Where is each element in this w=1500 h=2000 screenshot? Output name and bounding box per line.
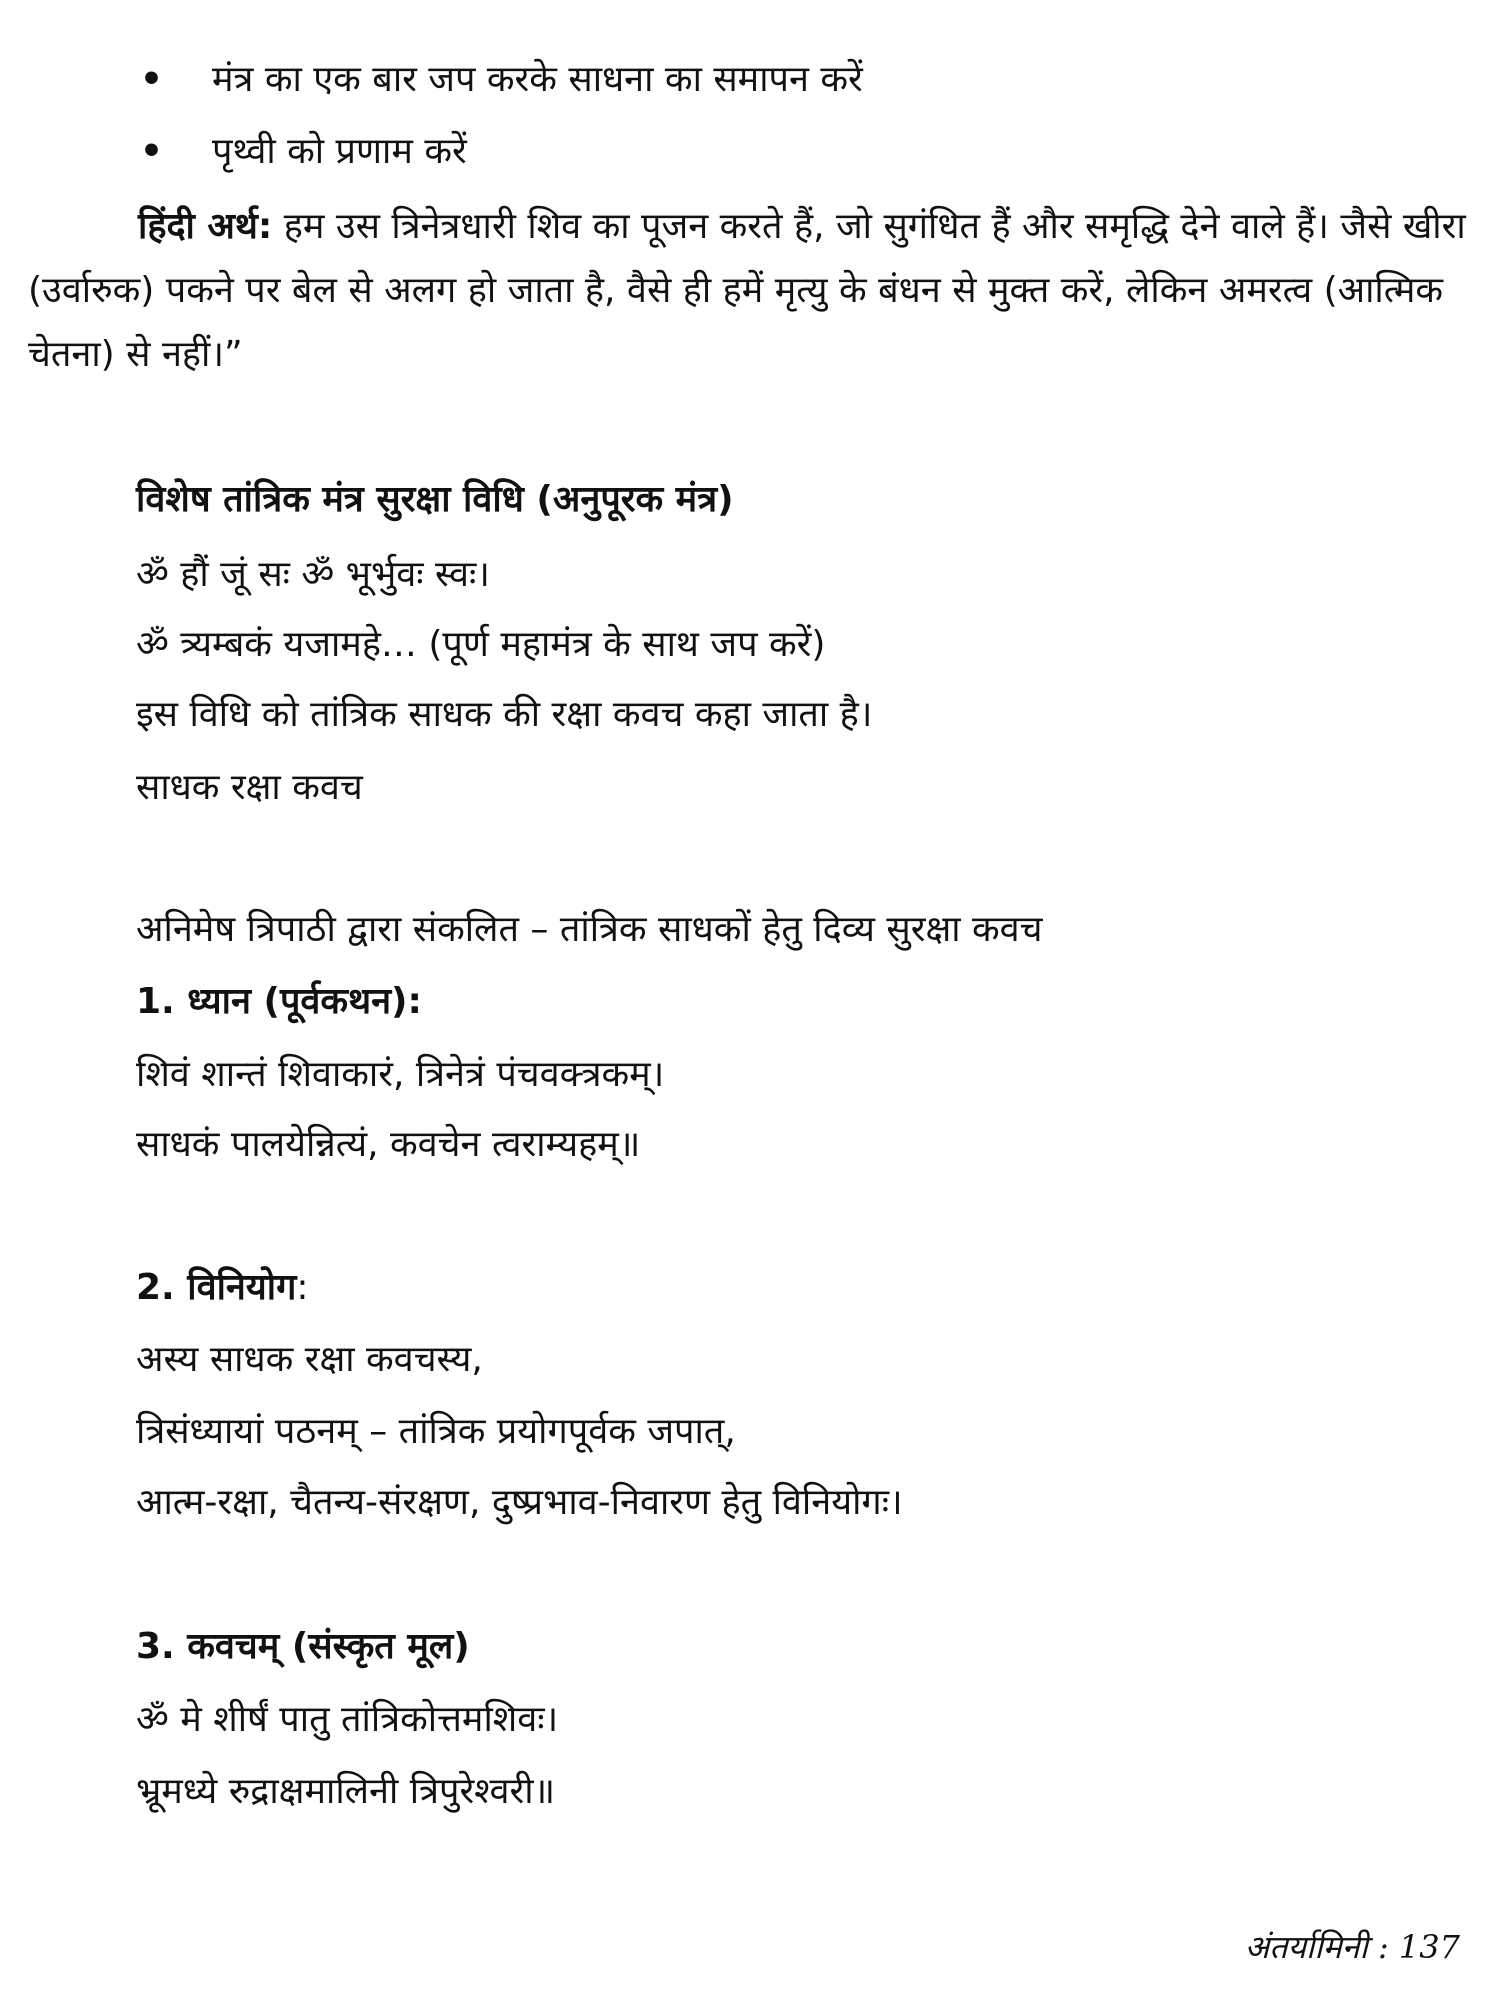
dhyan-heading: 1. ध्यान (पूर्वकथन): <box>136 981 422 1022</box>
kavacham-heading: 3. कवचम् (संस्कृत मूल) <box>136 1626 470 1667</box>
kavacham-line: भ्रूमध्ये रुद्राक्षमालिनी त्रिपुरेश्वरी॥ <box>136 1771 556 1812</box>
special-line: ॐ हौं जूं सः ॐ भूर्भुवः स्वः। <box>136 554 490 595</box>
viniyog-heading-text: 2. विनियोग <box>136 1267 297 1308</box>
bullet-text: मंत्र का एक बार जप करके साधना का समापन करें <box>212 59 863 100</box>
viniyog-heading-colon: : <box>296 1267 309 1308</box>
hindi-meaning-text: हम उस त्रिनेत्रधारी शिव का पूजन करते हैं, जो सुगंधित हैं और समृद्धि देने वाले हैं। जैसे खीरा (उर्वारुक) पकने पर बेल से अलग हो जाता है, वैसे ही हमें मृत्यु के बंधन से मुक्त करें, लेकिन अमरत्व (आत्मिक चेतना) से नहीं।” <box>28 206 1466 375</box>
viniyog-line: अस्य साधक रक्षा कवचस्य, <box>136 1339 483 1380</box>
viniyog-heading <box>136 1258 309 1318</box>
hindi-meaning-label: हिंदी अर्थ: <box>138 206 273 247</box>
special-line: इस विधि को तांत्रिक साधक की रक्षा कवच कहा जाता है। <box>136 694 873 735</box>
bullet-text: पृथ्वी को प्रणाम करें <box>212 131 467 172</box>
dhyan-line: शिवं शान्तं शिवाकारं, त्रिनेत्रं पंचवक्त्रकम्। <box>136 1054 665 1095</box>
compiled-line: अनिमेष त्रिपाठी द्वारा संकलित – तांत्रिक साधकों हेतु दिव्य सुरक्षा कवच <box>136 909 1043 950</box>
hindi-meaning-paragraph <box>28 195 1468 387</box>
page-footer: अंतर्यामिनी : 137 <box>1244 1928 1460 1966</box>
bullet-item <box>140 50 863 110</box>
special-line: साधक रक्षा कवच <box>136 767 363 808</box>
bullet-icon: • <box>140 131 164 172</box>
bullet-icon: • <box>140 59 164 100</box>
viniyog-line: आत्म-रक्षा, चैतन्य-संरक्षण, दुष्प्रभाव-निवारण हेतु विनियोगः। <box>136 1482 903 1523</box>
special-section-heading: विशेष तांत्रिक मंत्र सुरक्षा विधि (अनुपूरक मंत्र) <box>136 479 734 520</box>
viniyog-line: त्रिसंध्यायां पठनम् – तांत्रिक प्रयोगपूर्वक जपात्, <box>136 1411 736 1452</box>
dhyan-line: साधकं पालयेन्नित्यं, कवचेन त्वराम्यहम्॥ <box>136 1124 641 1165</box>
kavacham-line: ॐ मे शीर्षं पातु तांत्रिकोत्तमशिवः। <box>136 1699 559 1740</box>
bullet-item <box>140 122 467 182</box>
special-line: ॐ त्र्यम्बकं यजामहे… (पूर्ण महामंत्र के साथ जप करें) <box>136 624 826 665</box>
